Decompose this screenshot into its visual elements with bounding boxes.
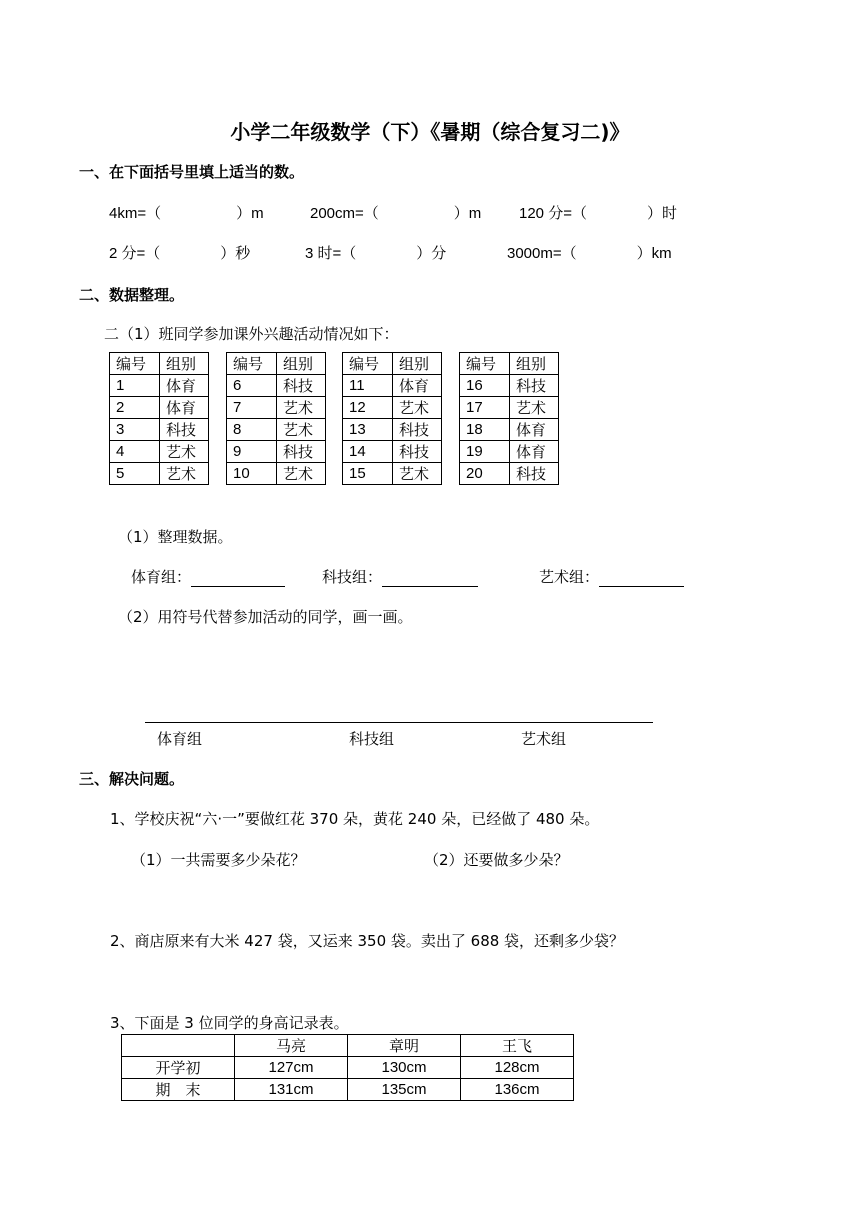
drawing-baseline	[145, 722, 653, 723]
table-header-cell: 编号	[110, 353, 160, 375]
answer-blank	[599, 570, 684, 587]
table-cell: 马亮	[235, 1035, 348, 1057]
table-row	[227, 397, 326, 419]
table-row	[460, 463, 559, 485]
group-cell: 艺术	[160, 463, 209, 485]
table-cell: 128cm	[461, 1057, 574, 1079]
problem-1-question-1: （1）一共需要多少朵花？	[131, 851, 306, 869]
table-row	[227, 419, 326, 441]
student-number-cell: 20	[460, 463, 510, 485]
table-cell: 127cm	[235, 1057, 348, 1079]
group-cell: 体育	[160, 397, 209, 419]
table-cell: 130cm	[348, 1057, 461, 1079]
table-row	[460, 419, 559, 441]
table-cell: 章明	[348, 1035, 461, 1057]
fill-label: 体育组：	[131, 568, 192, 586]
table-row	[343, 397, 442, 419]
student-number-cell: 7	[227, 397, 277, 419]
group-cell: 科技	[277, 375, 326, 397]
fill-question-1: 4km=（ ）m	[109, 205, 264, 222]
table-header-row	[227, 353, 326, 375]
table-header-cell: 编号	[227, 353, 277, 375]
group-cell: 艺术	[277, 397, 326, 419]
table-row	[122, 1057, 574, 1079]
table-row	[227, 463, 326, 485]
group-cell: 体育	[510, 419, 559, 441]
section2-heading: 二、数据整理。	[79, 286, 185, 304]
section3-heading: 三、解决问题。	[79, 770, 185, 788]
fill-label: 艺术组：	[539, 568, 600, 586]
table-header-cell: 编号	[460, 353, 510, 375]
section1-heading: 一、在下面括号里填上适当的数。	[79, 163, 305, 181]
problem-1: 1、学校庆祝“六·一”要做红花 370 朵，黄花 240 朵，已经做了 480 朵。	[110, 810, 600, 828]
fill-label: 科技组：	[322, 568, 383, 586]
group-cell: 体育	[160, 375, 209, 397]
table-row	[110, 441, 209, 463]
question-organize-data: （1）整理数据。	[118, 528, 233, 546]
student-number-cell: 16	[460, 375, 510, 397]
student-number-cell: 17	[460, 397, 510, 419]
table-header-cell: 组别	[393, 353, 442, 375]
table-header-cell: 编号	[343, 353, 393, 375]
group-cell: 科技	[510, 463, 559, 485]
table-header-row	[110, 353, 209, 375]
table-row	[460, 397, 559, 419]
table-row	[343, 463, 442, 485]
group-cell: 艺术	[393, 397, 442, 419]
student-number-cell: 12	[343, 397, 393, 419]
group-cell: 艺术	[277, 463, 326, 485]
student-number-cell: 8	[227, 419, 277, 441]
table-header-row	[343, 353, 442, 375]
group-cell: 艺术	[393, 463, 442, 485]
fill-question-3: 120 分=（ ）时	[519, 205, 677, 222]
fill-sports-group	[131, 566, 285, 587]
table-row	[460, 441, 559, 463]
table-row	[343, 441, 442, 463]
problem-3: 3、下面是 3 位同学的身高记录表。	[110, 1014, 349, 1032]
student-number-cell: 19	[460, 441, 510, 463]
table-row	[227, 375, 326, 397]
group-cell: 体育	[510, 441, 559, 463]
table-cell: 开学初	[122, 1057, 235, 1079]
group-cell: 艺术	[277, 419, 326, 441]
student-number-cell: 4	[110, 441, 160, 463]
answer-blank	[382, 570, 478, 587]
question-draw-symbols: （2）用符号代替参加活动的同学，画一画。	[118, 608, 413, 626]
fill-question-2: 200cm=（ ）m	[310, 205, 482, 222]
table-cell: 期 末	[122, 1079, 235, 1101]
student-number-cell: 11	[343, 375, 393, 397]
table-header-cell: 组别	[277, 353, 326, 375]
group-cell: 科技	[393, 419, 442, 441]
table-cell: 135cm	[348, 1079, 461, 1101]
student-number-cell: 3	[110, 419, 160, 441]
table-cell: 136cm	[461, 1079, 574, 1101]
group-cell: 科技	[277, 441, 326, 463]
student-number-cell: 9	[227, 441, 277, 463]
activity-table-3	[342, 352, 442, 485]
student-number-cell: 6	[227, 375, 277, 397]
table-row	[110, 375, 209, 397]
student-number-cell: 2	[110, 397, 160, 419]
group-cell: 体育	[393, 375, 442, 397]
table-header-cell: 组别	[510, 353, 559, 375]
table-row	[343, 419, 442, 441]
problem-1-question-2: （2）还要做多少朵？	[424, 851, 569, 869]
student-number-cell: 14	[343, 441, 393, 463]
axis-label-art: 艺术组	[521, 730, 567, 748]
group-cell: 科技	[160, 419, 209, 441]
fill-question-5: 3 时=（ ）分	[305, 245, 447, 262]
student-number-cell: 13	[343, 419, 393, 441]
table-header-row	[122, 1035, 574, 1057]
student-number-cell: 5	[110, 463, 160, 485]
fill-question-6: 3000m=（ ）km	[507, 245, 672, 262]
section2-intro: 二（1）班同学参加课外兴趣活动情况如下：	[104, 325, 399, 343]
table-row	[227, 441, 326, 463]
problem-2: 2、商店原来有大米 427 袋，又运来 350 袋。卖出了 688 袋，还剩多少袋？	[110, 932, 625, 950]
activity-table-1	[109, 352, 209, 485]
table-row	[110, 419, 209, 441]
table-row	[110, 463, 209, 485]
axis-label-sports: 体育组	[157, 730, 203, 748]
fill-art-group	[539, 566, 684, 587]
answer-blank	[191, 570, 285, 587]
table-row	[122, 1079, 574, 1101]
activity-table-4	[459, 352, 559, 485]
axis-label-tech: 科技组	[349, 730, 395, 748]
group-cell: 艺术	[160, 441, 209, 463]
page-title: 小学二年级数学（下）《暑期（综合复习二)》	[230, 120, 630, 144]
table-cell	[122, 1035, 235, 1057]
fill-tech-group	[322, 566, 478, 587]
student-number-cell: 1	[110, 375, 160, 397]
table-row	[110, 397, 209, 419]
height-record-table	[121, 1034, 574, 1101]
group-cell: 科技	[510, 375, 559, 397]
group-cell: 艺术	[510, 397, 559, 419]
table-cell: 王飞	[461, 1035, 574, 1057]
student-number-cell: 18	[460, 419, 510, 441]
table-row	[343, 375, 442, 397]
table-cell: 131cm	[235, 1079, 348, 1101]
fill-question-4: 2 分=（ ）秒	[109, 245, 251, 262]
group-cell: 科技	[393, 441, 442, 463]
student-number-cell: 15	[343, 463, 393, 485]
activity-table-2	[226, 352, 326, 485]
table-header-cell: 组别	[160, 353, 209, 375]
table-row	[460, 375, 559, 397]
table-header-row	[460, 353, 559, 375]
student-number-cell: 10	[227, 463, 277, 485]
